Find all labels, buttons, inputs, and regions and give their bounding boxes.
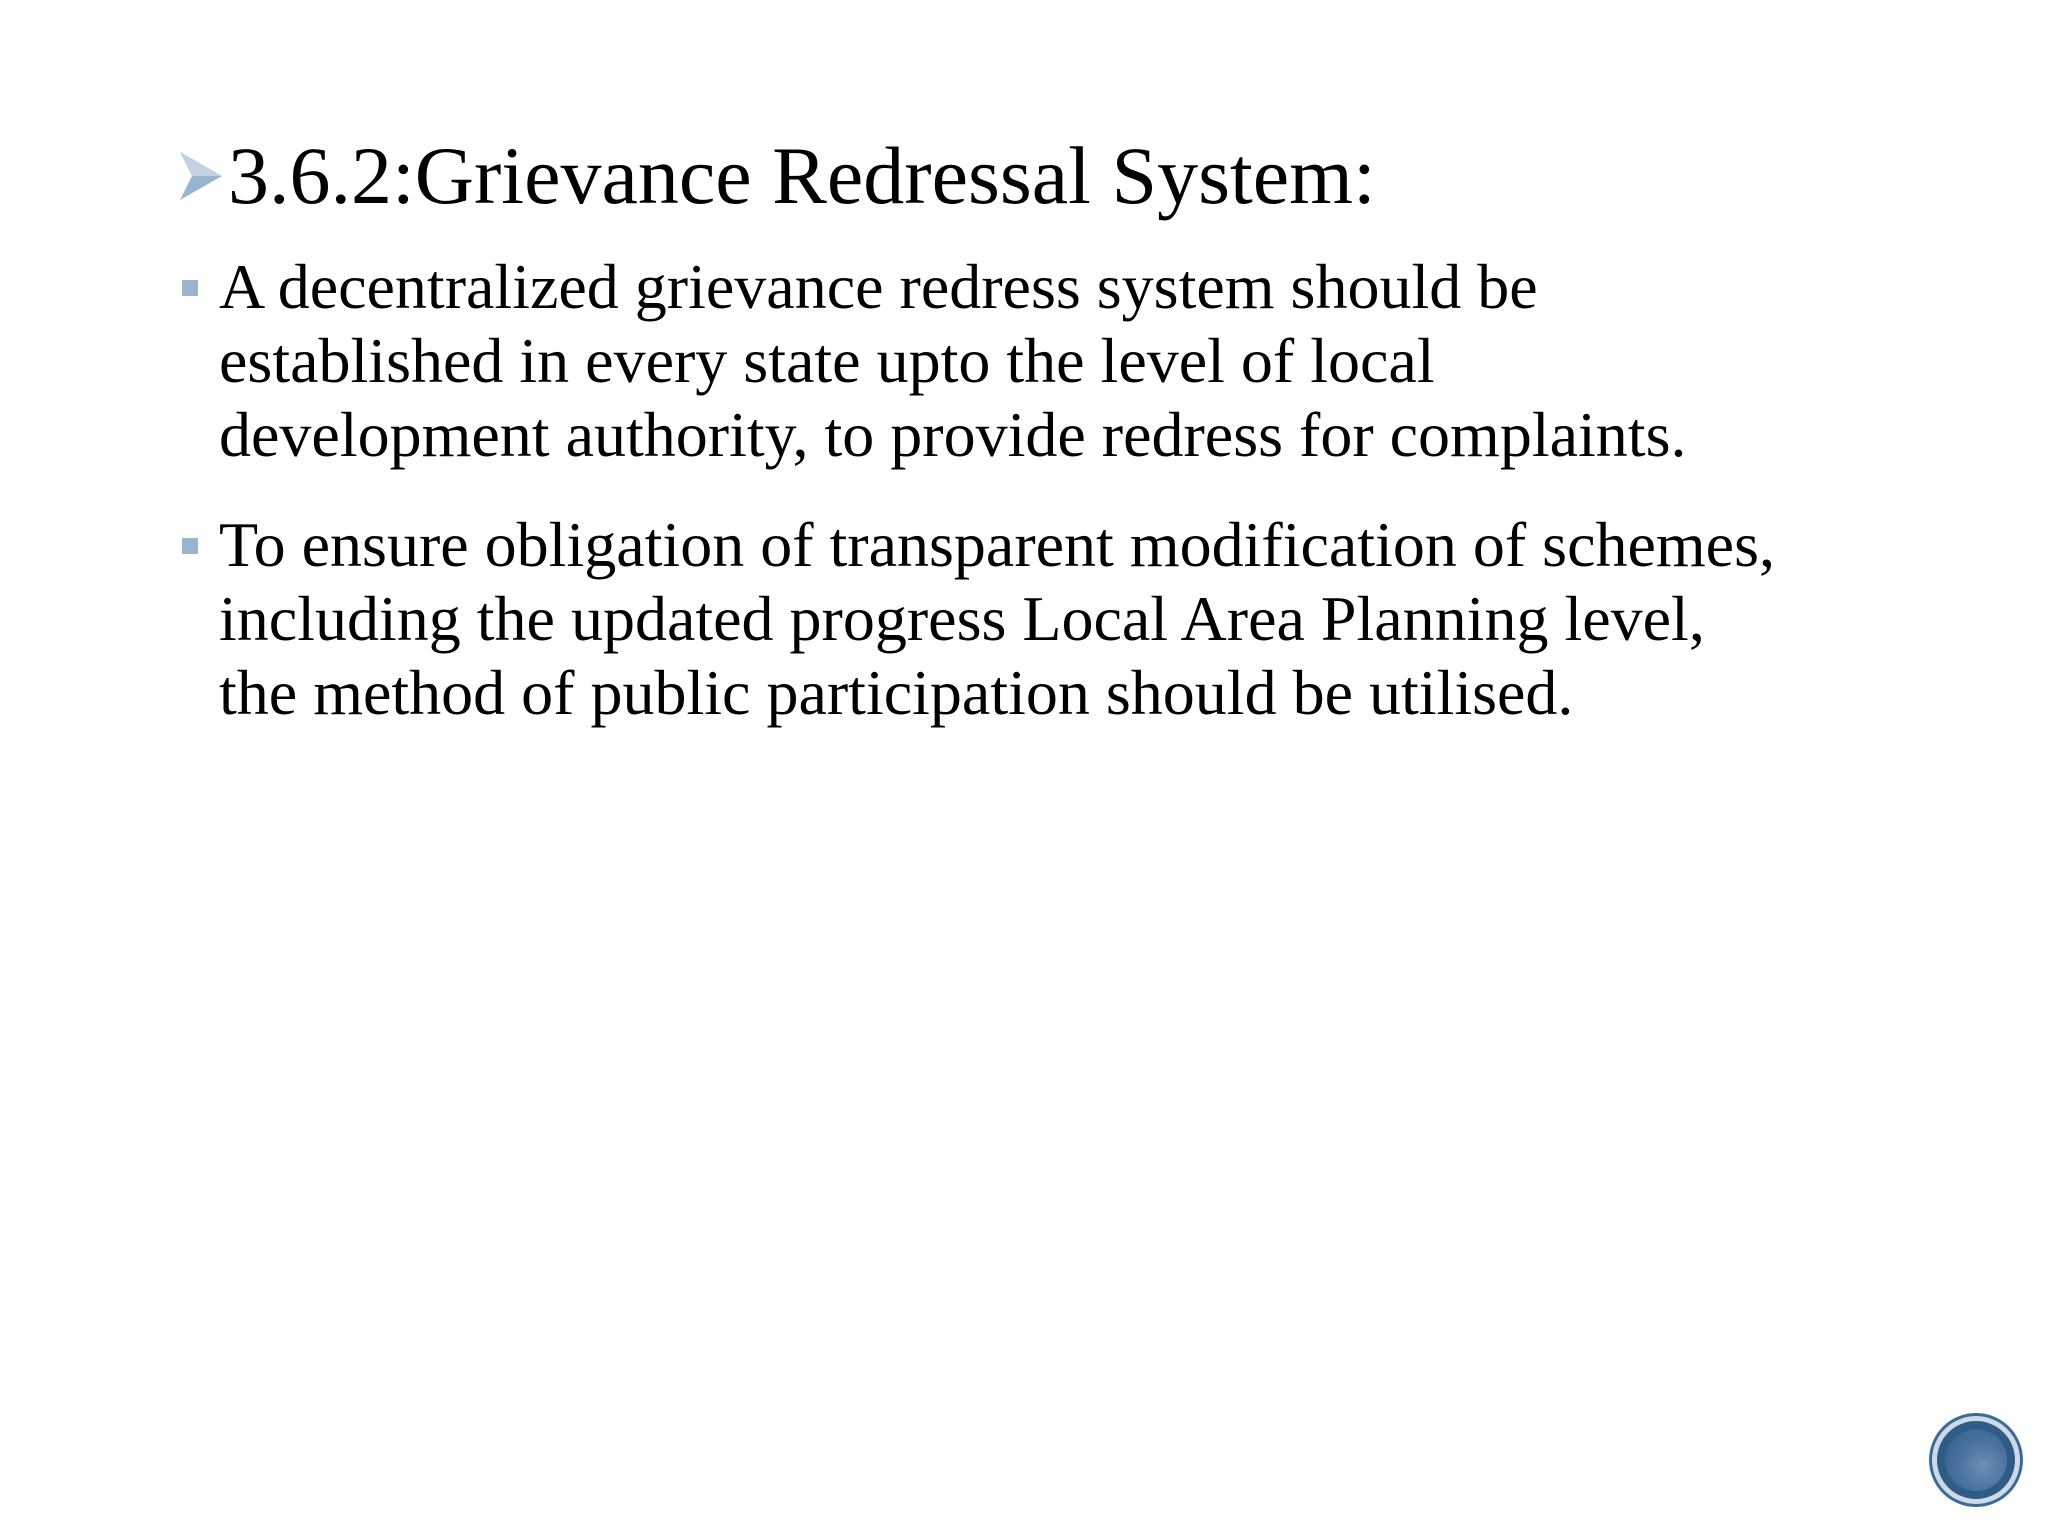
bullet-line: development authority, to provide redress for complaints. (219, 399, 1687, 470)
nav-badge-icon[interactable] (1932, 1416, 2020, 1504)
nav-badge-inner (1945, 1429, 2007, 1491)
slide-heading (178, 128, 1958, 224)
bullet-line: established in every state upto the level of local (219, 325, 1435, 396)
bullet-line: the method of public participation should be utilised. (219, 657, 1574, 728)
heading-text: 3.6.2:Grievance Redressal System: (228, 130, 1376, 221)
square-icon (182, 538, 198, 554)
bullet-item (178, 508, 1958, 730)
bullet-list (178, 250, 1958, 766)
bullet-item (178, 250, 1958, 472)
bullet-line: To ensure obligation of transparent modification of schemes, (219, 509, 1775, 580)
square-icon (182, 280, 198, 296)
bullet-line: A decentralized grievance redress system should be (219, 251, 1538, 322)
bullet-line: including the updated progress Local Area Planning level, (219, 583, 1705, 654)
arrow-icon (178, 150, 224, 202)
